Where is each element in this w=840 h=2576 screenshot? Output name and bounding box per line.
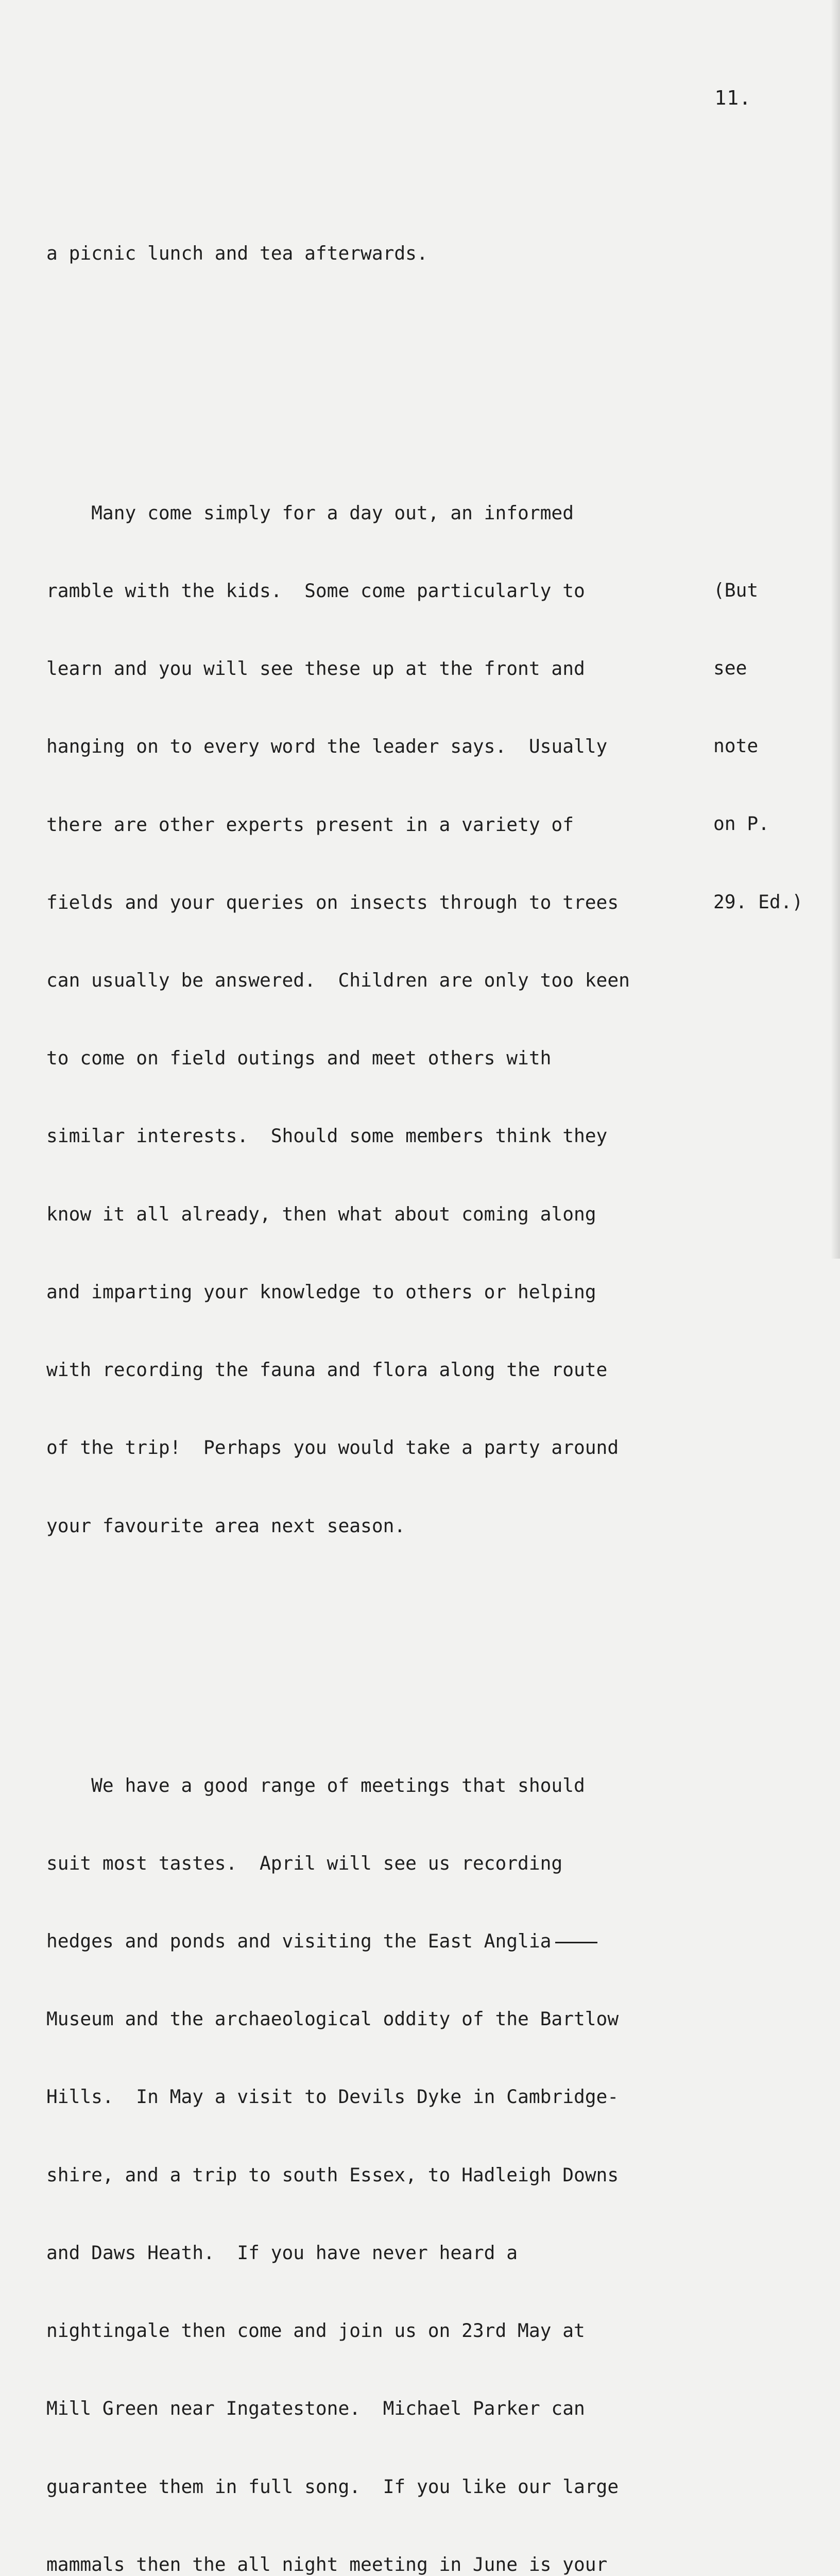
text-line: mammals then the all night meeting in June is your — [46, 2553, 608, 2575]
text-line: to come on field outings and meet others with — [46, 1047, 552, 1070]
text-line-with-dash — [46, 1928, 726, 1954]
paragraph-2 — [46, 448, 726, 1591]
body-text — [46, 137, 726, 2576]
text-line: learn and you will see these up at the front and — [46, 657, 585, 680]
paragraph-gap — [46, 1643, 726, 1669]
text-line: hanging on to every word the leader says. Usually — [46, 735, 608, 758]
text-line: shire, and a trip to south Essex, to Hadleigh Downs — [46, 2163, 619, 2186]
text-line: Mill Green near Ingatestone. Michael Parker can — [46, 2397, 585, 2420]
paragraph-gap — [46, 370, 726, 396]
text-line: know it all already, then what about coming along — [46, 1202, 596, 1225]
text-line: Museum and the archaeological oddity of the Bartlow — [46, 2008, 619, 2030]
text-line: Many come simply for a day out, an informed — [46, 501, 574, 524]
text-line: there are other experts present in a variety of — [46, 813, 574, 836]
text-line: your favourite area next season. — [46, 1514, 406, 1537]
margin-note-line: on P. — [713, 812, 769, 835]
text-line: and imparting your knowledge to others or helping — [46, 1280, 596, 1303]
text-line: similar interests. Should some members think they — [46, 1125, 608, 1147]
page-edge-shadow — [831, 0, 840, 1259]
paragraph-3 — [46, 1721, 726, 2576]
text-line: Hills. In May a visit to Devils Dyke in Cambridge- — [46, 2086, 619, 2108]
text-line: can usually be answered. Children are only too keen — [46, 969, 630, 991]
paragraph-1 — [46, 189, 726, 318]
text-line: suit most tastes. April will see us recording — [46, 1852, 563, 1874]
margin-note-line: (But — [713, 579, 759, 601]
text-line: guarantee them in full song. If you like our large — [46, 2475, 619, 2498]
margin-note-line: note — [713, 735, 759, 757]
text-line: with recording the fauna and flora along the route — [46, 1359, 608, 1381]
text-line: nightingale then come and join us on 23rd May at — [46, 2319, 585, 2342]
text-line: ramble with the kids. Some come particularly to — [46, 579, 585, 602]
margin-note-line: see — [713, 657, 747, 680]
text-line: and Daws Heath. If you have never heard a — [46, 2241, 518, 2264]
text-line: We have a good range of meetings that should — [46, 1774, 585, 1797]
margin-note-line: 29. Ed.) — [713, 890, 803, 913]
text-line: a picnic lunch and tea afterwards. — [46, 242, 428, 264]
text-line: of the trip! Perhaps you would take a party around — [46, 1436, 619, 1459]
text-line: fields and your queries on insects through to trees — [46, 891, 619, 913]
em-dash-rule — [555, 1942, 597, 1943]
page-number: 11. — [714, 87, 751, 109]
editor-margin-note — [713, 526, 803, 941]
text-line: hedges and ponds and visiting the East Anglia — [46, 1930, 552, 1952]
